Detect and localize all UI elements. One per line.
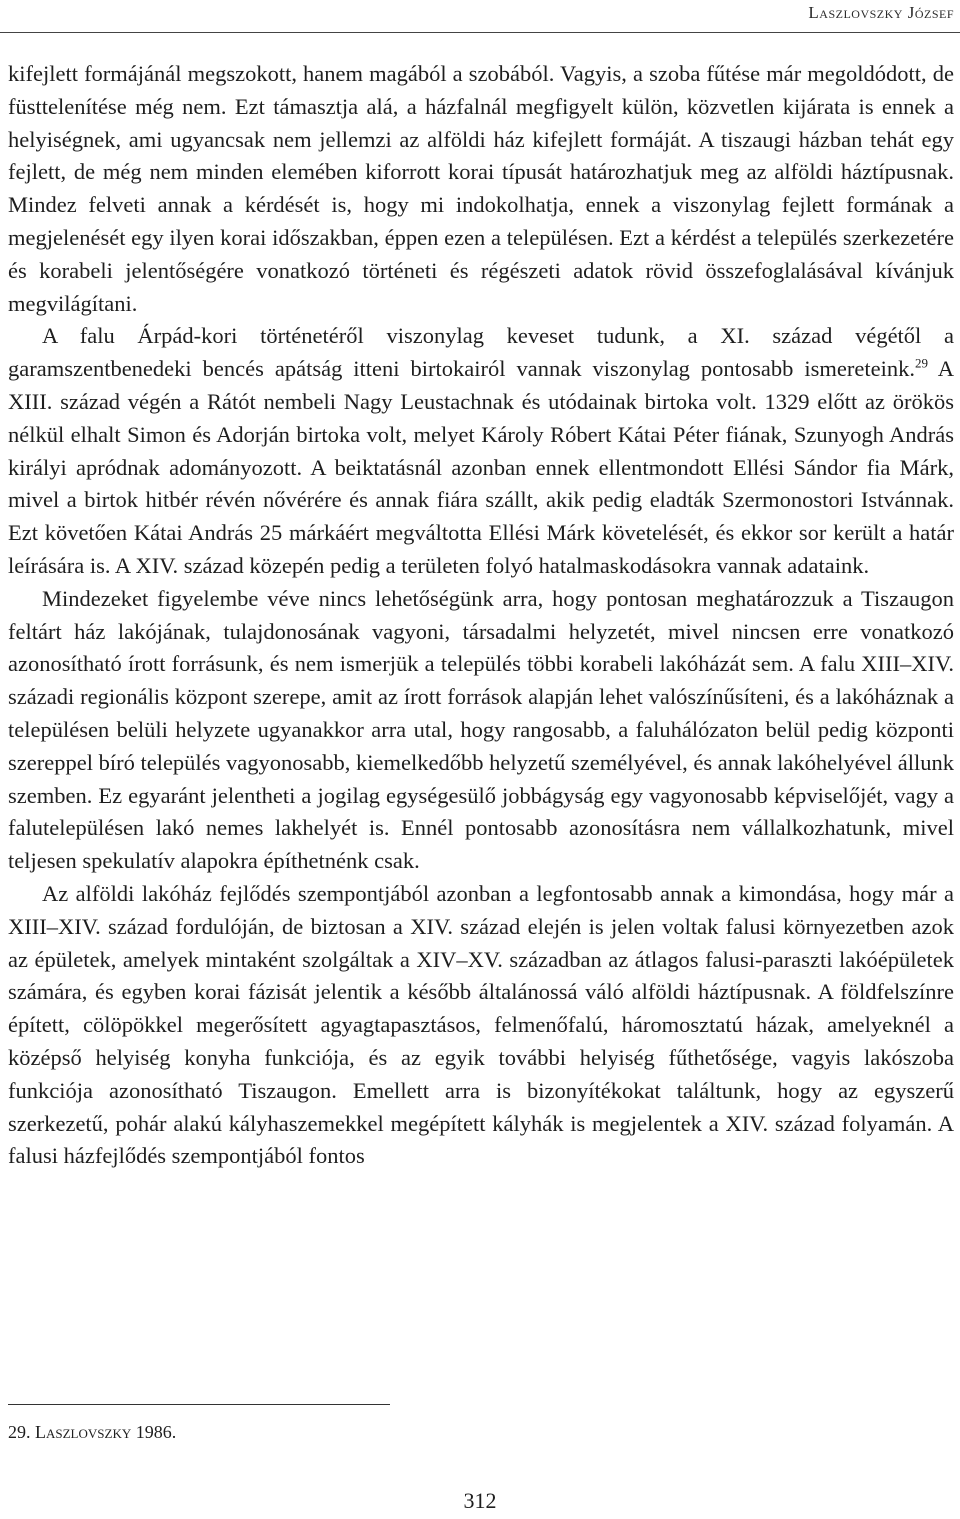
paragraph-3: Mindezeket figyelembe véve nincs lehetőségünk arra, hogy pontosan meghatározzuk a Tiszaugon feltárt ház lakójának, tulajdonosának vagyoni, társadalmi helyzetét, mivel nincsen erre vonatkozó azonosítható írott forrásunk, és nem ismerjük a település többi korabeli lakóházát sem. A falu XIII–XIV. századi regionális központ szerepe, amit az írott források alapján lehet valószínűsíteni, és a lakóháznak a településen belüli helyzete ugyanakkor arra utal, hogy rangosabb, a faluhálózaton belül pedig központi szereppel bíró település vagyonosabb, kiemelkedőbb helyzetű személyével, és annak lakóhelyével állunk szemben. Ez egyaránt jelentheti a jogilag egységesülő jobbágyság egy vagyonosabb képviselőjét, vagy a falutelepülésen lakó nemes lakhelyét is. Ennél pontosabb azonosításra nem vállalkozhatunk, mivel teljesen spekulatív alapokra építhetnénk csak.: [8, 585, 954, 874]
footnote: [8, 1420, 176, 1444]
footnote-reference[interactable]: 29: [915, 355, 928, 371]
paragraph-2-part-a: A falu Árpád-kori történetéről viszonylag keveset tudunk, a XI. század végétől a garamszentbenedeki bencés apátság itteni birtokairól vannak viszonylag pontosabb ismereteink.: [8, 323, 954, 382]
paragraph-1: kifejlett formájánál megszokott, hanem magából a szobából. Vagyis, a szoba fűtése már megoldódott, de füsttelenítése még nem. Ezt támasztja alá, a házfalnál megfigyelt külön, közvetlen kijárata is ennek a helyiségnek, ami ugyancsak nem jellemzi az alföldi ház kifejlett formáját. A tiszaugi házban tehát egy fejlett, de még nem minden elemében kiforrott korai típusát határozhatjuk meg az alföldi háztípusnak. Mindez felveti annak a kérdését is, hogy mi indokolhatja, ennek a viszonylag fejlett formának a megjelenését egy ilyen korai időszakban, éppen ezen a településen. Ezt a kérdést a település szerkezetére és korabeli jelentőségére vonatkozó történeti és régészeti adatok rövid összefoglalásával kívánjuk megvilágítani.: [8, 61, 954, 316]
paragraph-2: [8, 320, 954, 582]
body-text: [8, 58, 954, 1173]
paragraph-2-part-b: A XIII. század végén a Rátót nembeli Nagy Leustachnak és utódainak birtoka volt. 1329 előtt az örökös nélkül elhalt Simon és Adorján birtoka volt, melyet Károly Róbert Kátai Péter fiának, Szunyogh András királyi apródnak adományozott. A beiktatásnál azonban ennek ellentmondott Ellési Sándor fia Márk, mivel a birtok hitbér révén nővérére és annak fiára szállt, akik pedig eladták Szermonostori Istvánnak. Ezt követően Kátai András 25 márkáért megváltotta Ellési Márk követelését, és ekkor sor került a határ leírására is. A XIV. század közepén pedig a területen folyó hatalmaskodásokra vannak adataink.: [8, 356, 954, 578]
header-rule: [0, 32, 960, 33]
footnote-year: 1986.: [135, 1422, 177, 1442]
footnote-rule: [8, 1404, 390, 1405]
running-head: Laszlovszky József: [808, 3, 954, 22]
footnote-number: 29.: [8, 1422, 31, 1442]
footnote-author: Laszlovszky: [35, 1422, 132, 1442]
paragraph-4: Az alföldi lakóház fejlődés szempontjából azonban a legfontosabb annak a kimondása, hogy már a XIII–XIV. század fordulóján, de biztosan a XIV. század elején is jelen voltak falusi környezetben azok az épületek, amelyek mintaként szolgáltak a XIV–XV. században az átlagos falusi-paraszti lakóépületek számára, és egyben korai fázisát jelentik a később általánossá váló alföldi háztípusnak. A földfelszínre épített, cölöpökkel megerősített agyagtapasztásos, felmenőfalú, háromosztatú házak, amelyeknél a középső helyiség konyha funkciója, és az egyik további helyiség fűthetősége, vagyis lakószoba funkciója azonosítható Tiszaugon. Emellett arra is bizonyítékokat találtunk, hogy az egyszerű szerkezetű, pohár alakú kályhaszemekkel megépített kályhák is megjelentek a XIV. század folyamán. A falusi házfejlődés szempontjából fontos: [8, 880, 954, 1169]
page-number: 312: [463, 1488, 497, 1513]
